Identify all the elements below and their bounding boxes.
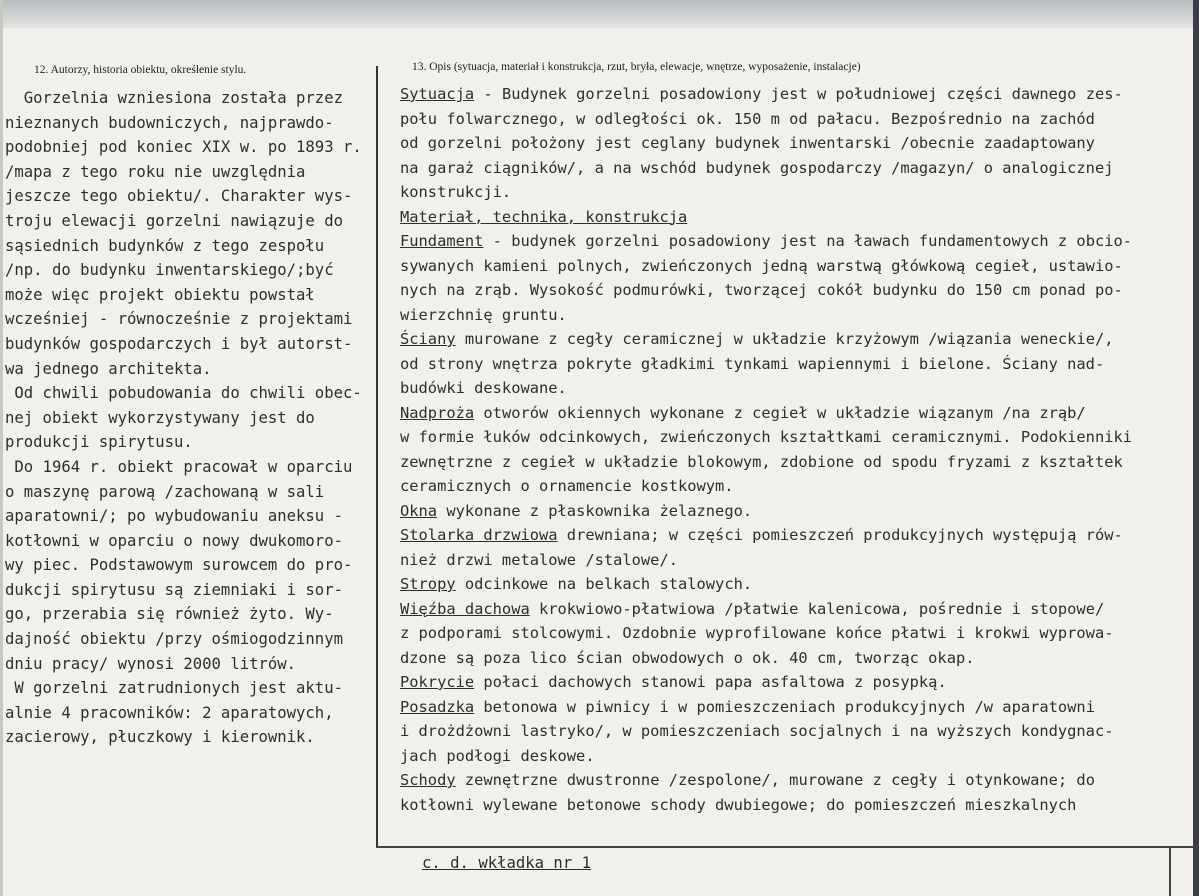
description-line — [400, 303, 1190, 328]
section-text: od gorzelni położony jest ceglany budynek inwentarski /obecnie zaadaptowany — [400, 134, 1095, 152]
description-line — [400, 719, 1190, 744]
description-line — [400, 572, 1190, 597]
section-text: dzone są poza lico ścian obwodowych o ok. 40 cm, tworząc okap. — [400, 648, 975, 667]
right-column-heading: 13. Opis (sytuacja, materiał i konstrukcja, rzut, bryła, elewacje, wnętrze, wyposażenie, instalacje) — [412, 61, 861, 73]
history-line: go, przerabia się również żyto. Wy- — [5, 605, 334, 624]
scan-edge-left — [0, 0, 3, 896]
section-label: Stolarka drzwiowa — [400, 526, 558, 544]
section-text: betonowa w piwnicy i w pomieszczeniach produkcyjnych /w aparatowni — [474, 697, 1095, 716]
history-line: jeszcze tego obiektu/. Charakter wys- — [5, 187, 353, 206]
frame-right-rule — [1169, 846, 1171, 896]
section-label: Stropy — [400, 575, 456, 593]
section-text: zewnętrzne dwustronne /zespolone/, murowane z cegły i otynkowane; do — [455, 771, 1095, 789]
description-line — [400, 474, 1190, 499]
history-line: produkcji spirytusu. — [5, 433, 193, 452]
history-line: dniu pracy/ wynosi 2000 litrów. — [5, 654, 297, 673]
section-text: otworów okiennych wykonane z cegieł w układzie wiązanym /na zrąb/ — [474, 403, 1086, 422]
history-line: może więc projekt obiektu powstał — [5, 285, 315, 304]
section-text: - budynek gorzelni posadowiony jest na ławach fundamentowych z obcio- — [483, 232, 1133, 250]
section-text: połaci dachowych stanowi papa asfaltowa z posypką. — [474, 673, 947, 691]
section-text: krokwiowo-płatwiowa /płatwie kalenicowa, pośrednie i stopowe/ — [529, 599, 1105, 618]
description-line — [400, 450, 1190, 475]
section-text: nież drzwi metalowe /stalowe/. — [400, 550, 678, 569]
section-text: i drożdżowni lastryko/, w pomieszczeniach socjalnych i na wyższych kondygnac- — [400, 722, 1114, 740]
section-text: nych na zrąb. Wysokość podmurówki, tworzącej cokół budynku do 150 cm ponad po- — [400, 281, 1123, 299]
section-label: Sytuacja — [400, 85, 475, 103]
description-line — [400, 401, 1190, 426]
section-text: odcinkowe na belkach stalowych. — [455, 575, 753, 593]
description-line — [400, 768, 1190, 793]
history-line: aparatowni/; po wybudowaniu aneksu - — [5, 507, 343, 526]
history-line: alnie 4 pracowników: 2 aparatowych, — [5, 703, 334, 722]
description-line — [400, 695, 1190, 720]
section-text: drewniana; w części pomieszczeń produkcyjnych występują rów- — [557, 526, 1123, 544]
history-line: wcześniej - równocześnie z projektami — [5, 310, 353, 329]
section-label: Materiał, technika, konstrukcja — [400, 207, 688, 226]
column-divider — [376, 66, 378, 846]
scan-edge-top — [0, 0, 1199, 28]
history-line: wy piec. Podstawowym surowcem do pro- — [5, 556, 353, 575]
history-line: o maszynę parową /zachowaną w sali — [5, 482, 325, 501]
description-line — [400, 621, 1190, 646]
description-line — [400, 107, 1190, 132]
history-line: troju elewacji gorzelni nawiązuje do — [5, 211, 343, 230]
section-text: sywanych kamieni polnych, zwieńczonych jedną warstwą główkową cegieł, ustawio- — [400, 256, 1123, 275]
left-column-heading: 12. Autorzy, historia obiektu, określenie stylu. — [34, 64, 247, 76]
description-line — [400, 646, 1190, 671]
section-text: połu folwarcznego, w odległości ok. 150 m od pałacu. Bezpośrednio na zachód — [400, 109, 1095, 128]
section-text: jach podłogi deskowe. — [400, 746, 595, 765]
frame-bottom-rule — [376, 846, 1199, 848]
section-text: - Budynek gorzelni posadowiony jest w południowej części dawnego zes- — [474, 85, 1123, 103]
description-line — [400, 425, 1190, 450]
history-line: dukcji spirytusu są ziemniaki i sor- — [5, 580, 343, 599]
description-line — [400, 82, 1190, 107]
history-line: /mapa z tego roku nie uwzględnia — [5, 162, 306, 181]
description-line — [400, 670, 1190, 695]
history-line: dajność obiektu /przy ośmiogodzinnym — [5, 630, 343, 649]
section-label: Fundament — [400, 232, 484, 250]
history-line: W gorzelni zatrudnionych jest aktu- — [5, 679, 343, 698]
history-line: podobniej pod koniec XIX w. po 1893 r. — [5, 138, 362, 157]
description-line — [400, 744, 1190, 769]
description-line — [400, 205, 1190, 230]
section-text: konstrukcji. — [400, 183, 512, 201]
section-label: Więźba dachowa — [400, 599, 530, 618]
section-text: z podporami stolcowymi. Ozdobnie wyprofilowane końce płatwi i krokwi wyprowa- — [400, 624, 1114, 642]
description-line — [400, 352, 1190, 377]
description-line — [400, 254, 1190, 279]
section-text: na garaż ciągników/, a na wschód budynek gospodarczy /magazyn/ o analogicznej — [400, 158, 1114, 177]
section-text: kotłowni wylewane betonowe schody dwubiegowe; do pomieszczeń mieszkalnych — [400, 795, 1077, 814]
history-line: Do 1964 r. obiekt pracował w oparciu — [5, 457, 353, 476]
description-line — [400, 131, 1190, 156]
section-text: wykonane z płaskownika żelaznego. — [437, 501, 753, 520]
description-line — [400, 278, 1190, 303]
history-line: kotłowni w oparciu o nowy dwukomoro- — [5, 531, 343, 550]
section-label: Ściany — [400, 330, 456, 348]
section-label: Nadproża — [400, 403, 475, 422]
section-text: wierzchnię gruntu. — [400, 305, 567, 324]
description-line — [400, 548, 1190, 573]
history-line: budynków gospodarczych i był autorst- — [5, 334, 353, 353]
history-line: nieznanych budowniczych, najprawdo- — [5, 113, 334, 132]
description-line — [400, 156, 1190, 181]
description-line — [400, 793, 1190, 818]
description-line — [400, 327, 1190, 352]
description-line — [400, 229, 1190, 254]
section-text: w formie łuków odcinkowych, zwieńczonych kształtkami ceramicznymi. Podokienniki — [400, 428, 1133, 446]
description-line — [400, 180, 1190, 205]
description-line — [400, 499, 1190, 524]
section-text: zewnętrzne z cegieł w układzie blokowym, zdobione od spodu fryzami z kształtek — [400, 452, 1123, 471]
description-line — [400, 523, 1190, 548]
scan-edge-right — [1193, 0, 1199, 896]
section-label: Okna — [400, 501, 438, 520]
section-text: od strony wnętrza pokryte gładkimi tynkami wapiennymi i bielone. Ściany nad- — [400, 354, 1105, 373]
section-text: murowane z cegły ceramicznej w układzie krzyżowym /wiązania weneckie/, — [455, 330, 1114, 348]
continuation-note: c. d. wkładka nr 1 — [422, 854, 591, 872]
history-line: Gorzelnia wzniesiona została przez — [5, 89, 343, 107]
history-line: zacierowy, płuczkowy i kierownik. — [5, 728, 315, 747]
history-line: /np. do budynku inwentarskiego/;być — [5, 261, 334, 280]
history-line: Od chwili pobudowania do chwili obec- — [5, 384, 362, 403]
history-line: nej obiekt wykorzystywany jest do — [5, 408, 315, 427]
description-line — [400, 376, 1190, 401]
history-text — [5, 86, 375, 750]
history-line: sąsiednich budynków z tego zespołu — [5, 236, 325, 255]
description-line — [400, 597, 1190, 622]
section-label: Posadzka — [400, 697, 475, 716]
history-line: wa jednego architekta. — [5, 359, 212, 378]
section-text: budówki deskowane. — [400, 379, 567, 397]
description-text — [400, 82, 1190, 817]
section-label: Pokrycie — [400, 673, 475, 691]
section-label: Schody — [400, 771, 456, 789]
section-text: ceramicznych o ornamencie kostkowym. — [400, 477, 734, 495]
